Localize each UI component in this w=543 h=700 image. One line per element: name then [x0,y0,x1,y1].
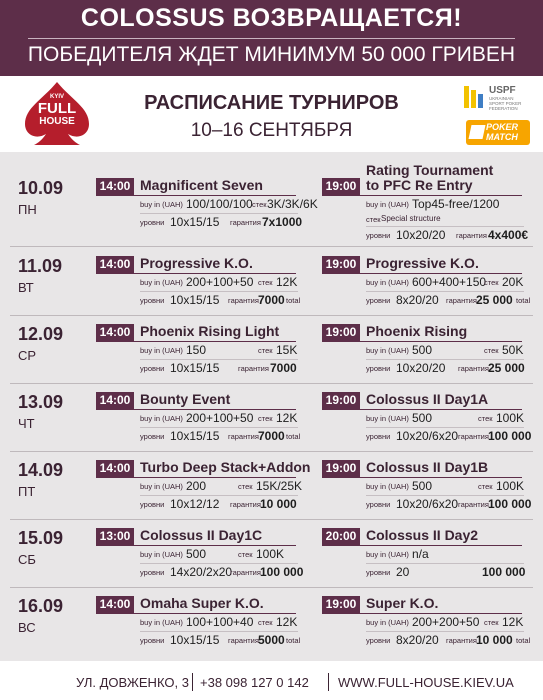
tournament-underline [96,477,296,478]
tournament-time: 14:00 [96,460,134,477]
levels-row [140,361,298,377]
buyin-value: Top45-free/1200 [412,197,500,211]
stack-value: 100K [496,411,525,425]
guarantee-value: 25 000 [476,293,513,307]
buyin-value: 200 [186,479,207,493]
guarantee-label: гарантия [458,432,489,441]
levels-label: уровни [140,500,165,509]
usf-mark-icon [463,84,487,110]
day-weekday: СБ [18,552,36,567]
tournament-name-line2: to PFC Re Entry [366,177,473,193]
levels-label: уровни [366,568,391,577]
row-divider [140,359,298,360]
guarantee-value: 100 000 [482,565,526,579]
guarantee-value: 100 000 [488,429,532,443]
schedule-dates: 10–16 СЕНТЯБРЯ [190,120,353,141]
buyin-label: buy in (UAH) [140,414,183,423]
stack-value: 12K [502,615,524,629]
buyin-label: buy in (UAH) [140,200,183,209]
tournament-name: Phoenix Rising Light [140,323,280,339]
tournament-name: Super K.O. [366,595,439,611]
stack-label: стек [238,550,253,559]
tournament-underline [96,613,296,614]
guarantee-value: 7000 [258,429,285,443]
guarantee-label: гарантия [228,432,259,441]
stack-value: 12K [276,275,298,289]
banner-separator [28,38,515,39]
stack-label: стек [484,618,499,627]
logo-city: KYIV [49,94,65,100]
buyin-row [366,479,524,495]
total-label: total [286,636,301,645]
levels-value: 20 [396,565,410,579]
levels-label: уровни [140,636,165,645]
row-divider [140,495,298,496]
day-weekday: СР [18,348,37,363]
guarantee-label: гарантия [228,296,259,305]
levels-label: уровни [140,364,165,373]
stack-value: 100K [256,547,285,561]
tournament-underline [96,545,296,546]
footer-website-link[interactable]: WWW.FULL-HOUSE.KIEV.UA [338,675,514,690]
levels-value: 10x15/15 [170,361,220,375]
day-weekday: ПТ [18,484,36,499]
tournament-time: 14:00 [96,392,134,409]
tournament-name: Magnificent Seven [140,177,263,193]
buyin-label: buy in (UAH) [366,346,409,355]
buyin-row [366,411,524,427]
buyin-value: 500 [412,479,433,493]
guarantee-label: гарантия [238,364,269,373]
tournament-time: 20:00 [322,528,360,545]
footer-address: УЛ. ДОВЖЕНКО, 3 [76,675,189,690]
tournament-name: Progressive K.O. [366,255,479,271]
pokermatch-line2: MATCH [486,132,518,142]
day-divider [10,519,533,520]
guarantee-label: гарантия [458,364,489,373]
buyin-label: buy in (UAH) [366,482,409,491]
levels-value: 10x15/15 [170,429,220,443]
levels-label: уровни [366,231,391,240]
buyin-row [366,197,524,213]
logo-word2: HOUSE [39,116,75,127]
levels-value: 10x15/15 [170,293,220,307]
row-divider [366,226,524,227]
stack-value: 12K [276,411,298,425]
buyin-value: 200+200+50 [412,615,480,629]
buyin-row [366,547,524,563]
levels-label: уровни [140,568,165,577]
tournament-name: Omaha Super K.O. [140,595,264,611]
levels-value: 10x20/20 [396,228,446,242]
stack-value: 12K [276,615,298,629]
levels-value: 10x20/6x20 [396,429,459,443]
logo-word1: FULL [37,100,77,117]
row-divider [366,359,524,360]
tournament-underline [322,195,522,196]
day-date: 15.09 [18,528,64,548]
total-label: total [516,636,531,645]
stack-label: стек [478,414,493,423]
levels-row [140,497,298,513]
stack-value: 3K/3K/6K [267,197,318,211]
row-divider [140,427,298,428]
buyin-row [140,343,298,359]
day-date: 11.09 [18,256,63,276]
buyin-value: 500 [412,411,433,425]
levels-label: уровни [366,364,391,373]
guarantee-value: 5000 [258,633,285,647]
tournament-name: Turbo Deep Stack+Addon [140,459,311,475]
tournament-name: Colossus II Day1A [366,391,489,407]
buyin-row [140,275,298,291]
tournament-underline [322,341,522,342]
guarantee-label: гарантия [458,500,489,509]
buyin-value: 600+400+150 [412,275,487,289]
tournament-time: 14:00 [96,596,134,613]
buyin-value: 100+100+40 [186,615,254,629]
tournament-underline [322,409,522,410]
tournament-time: 19:00 [322,460,360,477]
guarantee-value: 10 000 [476,633,513,647]
tournament-name: Bounty Event [140,391,231,407]
levels-label: уровни [366,636,391,645]
tournament-underline [96,195,296,196]
stack-value: 15K [276,343,298,357]
levels-row [366,565,524,581]
guarantee-value: 7000 [258,293,285,307]
buyin-label: buy in (UAH) [140,278,183,287]
schedule-title: РАСПИСАНИЕ ТУРНИРОВ [144,92,399,114]
buyin-row [140,479,303,495]
usf-logo [463,84,529,112]
levels-row [140,429,301,445]
levels-row [140,215,303,231]
buyin-row [140,615,298,631]
stack-value: 50K [502,343,524,357]
stack-label: стек [258,414,273,423]
total-label: total [286,432,301,441]
levels-row [366,228,529,244]
guarantee-value: 7x1000 [262,215,303,229]
row-divider [140,563,298,564]
footer-phone: +38 098 127 0 142 [200,675,309,690]
buyin-value: 100/100/100 [186,197,253,211]
banner-subline: ПОБЕДИТЕЛЯ ЖДЕТ МИНИМУМ 50 000 ГРИВЕН [27,43,516,66]
levels-label: уровни [140,218,165,227]
buyin-label: buy in (UAH) [140,550,183,559]
buyin-label: buy in (UAH) [140,346,183,355]
buyin-row [366,275,524,291]
levels-value: 8x20/20 [396,293,439,307]
footer-separator [192,673,193,691]
levels-value: 14x20/2x20 [170,565,233,579]
row-divider [366,495,524,496]
tournament-name: Colossus II Day1B [366,459,489,475]
pokermatch-logo [466,120,530,145]
day-date: 14.09 [18,460,64,480]
tournament-name: Colossus II Day1C [140,527,263,543]
buyin-value: 200+100+50 [186,411,254,425]
levels-value: 10x20/6x20 [396,497,459,511]
stack-label: стек [258,346,273,355]
row-divider [366,631,524,632]
levels-label: уровни [366,500,391,509]
tournament-underline [322,613,522,614]
day-date: 13.09 [18,392,64,412]
row-divider [140,213,298,214]
guarantee-label: гарантия [230,568,261,577]
levels-label: уровни [366,432,391,441]
row-divider [140,631,298,632]
stack-structure-value: Special structure [381,214,441,223]
buyin-row [140,411,298,427]
tournament-underline [96,273,296,274]
guarantee-value: 4x400€ [488,228,529,242]
buyin-value: 200+100+50 [186,275,254,289]
levels-row [366,429,532,445]
day-date: 12.09 [18,324,64,344]
buyin-label: buy in (UAH) [140,482,183,491]
total-label: total [286,296,301,305]
stack-value: 15K/25K [256,479,303,493]
row-divider [366,563,524,564]
tournament-name: Phoenix Rising [366,323,468,339]
levels-row [366,361,524,377]
levels-value: 10x20/20 [396,361,446,375]
guarantee-value: 100 000 [260,565,304,579]
stack-value: 20K [502,275,524,289]
day-date: 16.09 [18,596,64,616]
buyin-value: 500 [412,343,433,357]
day-weekday: ВТ [18,280,34,295]
stack-label: стек [258,278,273,287]
guarantee-label: гарантия [230,500,261,509]
levels-row [140,565,304,581]
pokermatch-icon [469,125,486,139]
levels-value: 10x12/12 [170,497,220,511]
buyin-label: buy in (UAH) [140,618,183,627]
total-label: total [516,296,531,305]
guarantee-value: 25 000 [488,361,525,375]
day-weekday: ЧТ [18,416,35,431]
tournament-name: Colossus II Day2 [366,527,479,543]
tournament-underline [322,545,522,546]
usf-subtitle: UKRAINIAN SPORT POKER FEDERATION [489,96,522,111]
tournament-time: 19:00 [322,392,360,409]
buyin-row [366,615,524,631]
guarantee-label: гарантия [446,296,477,305]
levels-label: уровни [140,432,165,441]
stack-label: стек [484,346,499,355]
levels-value: 8x20/20 [396,633,439,647]
tournament-time: 14:00 [96,256,134,273]
usf-name: USPF [489,85,516,96]
buyin-label: buy in (UAH) [366,414,409,423]
levels-row [366,293,531,309]
stack-label: стек [238,482,253,491]
buyin-row [366,343,524,359]
buyin-label: buy in (UAH) [366,550,409,559]
buyin-label: buy in (UAH) [366,278,409,287]
tournament-time: 14:00 [96,178,134,195]
day-weekday: ВС [18,620,36,635]
tournament-time: 14:00 [96,324,134,341]
levels-label: уровни [366,296,391,305]
levels-row [366,497,532,513]
stack-label: стек [366,215,381,224]
buyin-value: 500 [186,547,207,561]
buyin-value: 150 [186,343,207,357]
tournament-time: 19:00 [322,596,360,613]
tournament-name: Progressive K.O. [140,255,253,271]
guarantee-label: гарантия [446,636,477,645]
buyin-row [140,547,298,563]
stack-label: стек [252,200,267,209]
top-banner [0,0,543,76]
tournament-underline [96,409,296,410]
levels-row [140,293,301,309]
guarantee-label: гарантия [230,218,261,227]
levels-value: 10x15/15 [170,633,220,647]
guarantee-value: 10 000 [260,497,297,511]
day-divider [10,587,533,588]
stack-label: стек [484,278,499,287]
tournament-time: 19:00 [322,178,360,195]
day-divider [10,383,533,384]
day-weekday: ПН [18,202,37,217]
row-divider [366,427,524,428]
day-divider [10,315,533,316]
tournament-time: 19:00 [322,324,360,341]
day-date: 10.09 [18,178,64,198]
levels-value: 10x15/15 [170,215,220,229]
tournament-underline [322,273,522,274]
tournament-underline [96,341,296,342]
levels-row [140,633,301,649]
tournament-underline [322,477,522,478]
buyin-row [140,197,318,213]
pokermatch-line1: POKER [486,122,519,132]
footer-separator [328,673,329,691]
tournament-time: 19:00 [322,256,360,273]
stack-value: 100K [496,479,525,493]
buyin-label: buy in (UAH) [366,200,409,209]
stack-label: стек [258,618,273,627]
banner-headline: COLOSSUS ВОЗВРАЩАЕТСЯ! [80,4,463,32]
footer [0,661,543,700]
buyin-value: n/a [412,547,429,561]
stack-label: стек [478,482,493,491]
levels-label: уровни [140,296,165,305]
levels-row [366,633,531,649]
guarantee-value: 100 000 [488,497,532,511]
guarantee-value: 7000 [270,361,297,375]
guarantee-label: гарантия [456,231,487,240]
buyin-label: buy in (UAH) [366,618,409,627]
tournament-name-line1: Rating Tournament [366,162,494,178]
row-divider [140,291,298,292]
schedule-header [0,76,543,152]
tournament-time: 13:00 [96,528,134,545]
day-divider [10,246,533,247]
row-divider [366,291,524,292]
day-divider [10,451,533,452]
guarantee-label: гарантия [228,636,259,645]
